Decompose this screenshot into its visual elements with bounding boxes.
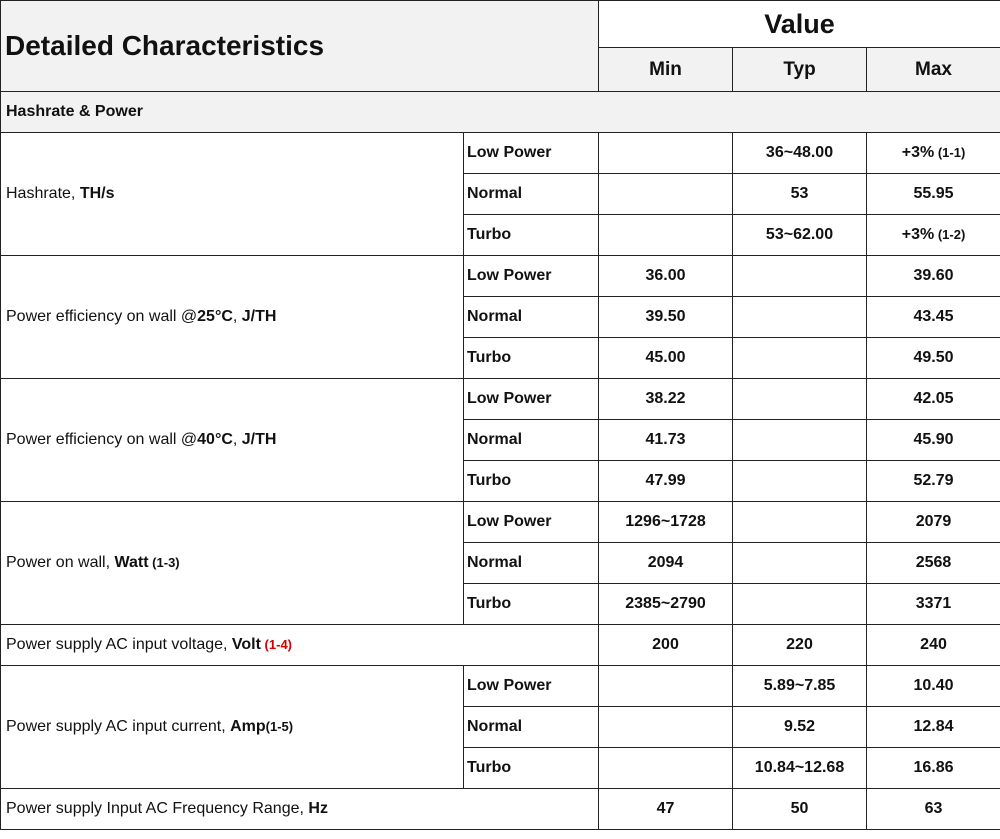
mode-label: Low Power <box>464 379 599 420</box>
typ-value: 10.84~12.68 <box>733 748 867 789</box>
min-value <box>599 133 733 174</box>
max-value: 3371 <box>867 584 1000 625</box>
min-value <box>599 707 733 748</box>
typ-value: 53~62.00 <box>733 215 867 256</box>
ac-frequency-label: Power supply Input AC Frequency Range, Hz <box>1 789 599 830</box>
mode-label: Normal <box>464 297 599 338</box>
mode-label: Turbo <box>464 748 599 789</box>
max-header: Max <box>867 48 1000 92</box>
max-value: 12.84 <box>867 707 1000 748</box>
mode-label: Normal <box>464 543 599 584</box>
min-value: 36.00 <box>599 256 733 297</box>
max-value: +3% (1-1) <box>867 133 1000 174</box>
typ-value <box>733 420 867 461</box>
max-value: 55.95 <box>867 174 1000 215</box>
mode-label: Normal <box>464 174 599 215</box>
typ-value <box>733 256 867 297</box>
typ-value <box>733 461 867 502</box>
min-header: Min <box>599 48 733 92</box>
max-value: 52.79 <box>867 461 1000 502</box>
min-value: 45.00 <box>599 338 733 379</box>
hashrate-label: Hashrate, TH/s <box>1 133 464 256</box>
table-row <box>1 133 1000 174</box>
table-row <box>1 502 1000 543</box>
mode-label: Low Power <box>464 502 599 543</box>
typ-value <box>733 502 867 543</box>
min-value <box>599 666 733 707</box>
ac-current-label: Power supply AC input current, Amp(1-5) <box>1 666 464 789</box>
section-title: Hashrate & Power <box>1 92 1000 133</box>
efficiency-40c-label: Power efficiency on wall @40°C, J/TH <box>1 379 464 502</box>
typ-value <box>733 379 867 420</box>
mode-label: Turbo <box>464 215 599 256</box>
table-row <box>1 625 1000 666</box>
typ-value <box>733 338 867 379</box>
table-title: Detailed Characteristics <box>1 1 599 92</box>
min-value: 1296~1728 <box>599 502 733 543</box>
max-value: 10.40 <box>867 666 1000 707</box>
max-value: +3% (1-2) <box>867 215 1000 256</box>
mode-label: Normal <box>464 420 599 461</box>
min-value <box>599 748 733 789</box>
min-value: 38.22 <box>599 379 733 420</box>
table-row <box>1 379 1000 420</box>
min-value: 41.73 <box>599 420 733 461</box>
min-value <box>599 215 733 256</box>
typ-value: 9.52 <box>733 707 867 748</box>
min-value: 200 <box>599 625 733 666</box>
typ-value: 220 <box>733 625 867 666</box>
min-value: 39.50 <box>599 297 733 338</box>
power-on-wall-label: Power on wall, Watt (1-3) <box>1 502 464 625</box>
max-value: 39.60 <box>867 256 1000 297</box>
min-value: 2385~2790 <box>599 584 733 625</box>
typ-header: Typ <box>733 48 867 92</box>
typ-value <box>733 584 867 625</box>
typ-value <box>733 543 867 584</box>
mode-label: Turbo <box>464 584 599 625</box>
min-value: 47 <box>599 789 733 830</box>
table-row <box>1 666 1000 707</box>
mode-label: Turbo <box>464 338 599 379</box>
max-value: 2568 <box>867 543 1000 584</box>
max-value: 63 <box>867 789 1000 830</box>
typ-value <box>733 297 867 338</box>
max-value: 49.50 <box>867 338 1000 379</box>
max-value: 42.05 <box>867 379 1000 420</box>
min-value: 2094 <box>599 543 733 584</box>
max-value: 45.90 <box>867 420 1000 461</box>
max-value: 43.45 <box>867 297 1000 338</box>
value-header: Value <box>599 1 1000 48</box>
mode-label: Low Power <box>464 133 599 174</box>
table-row <box>1 256 1000 297</box>
ac-voltage-label: Power supply AC input voltage, Volt (1-4) <box>1 625 599 666</box>
table-row <box>1 789 1000 830</box>
min-value: 47.99 <box>599 461 733 502</box>
efficiency-25c-label: Power efficiency on wall @25°C, J/TH <box>1 256 464 379</box>
typ-value: 5.89~7.85 <box>733 666 867 707</box>
min-value <box>599 174 733 215</box>
mode-label: Turbo <box>464 461 599 502</box>
max-value: 240 <box>867 625 1000 666</box>
mode-label: Low Power <box>464 256 599 297</box>
max-value: 2079 <box>867 502 1000 543</box>
mode-label: Normal <box>464 707 599 748</box>
mode-label: Low Power <box>464 666 599 707</box>
typ-value: 36~48.00 <box>733 133 867 174</box>
typ-value: 53 <box>733 174 867 215</box>
max-value: 16.86 <box>867 748 1000 789</box>
typ-value: 50 <box>733 789 867 830</box>
